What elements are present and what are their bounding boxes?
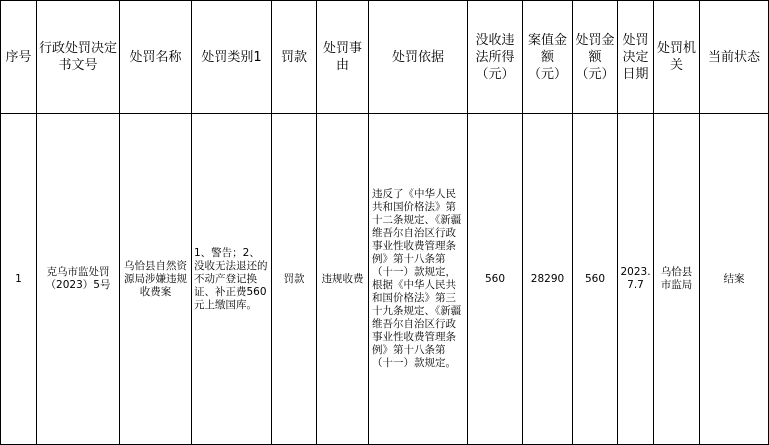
header-reason: 处罚事由 <box>317 1 369 114</box>
table-row <box>1 114 769 445</box>
cell-date: 2023.7.7 <box>618 114 654 445</box>
header-row <box>1 1 769 114</box>
cell-case-value: 28290 <box>523 114 573 445</box>
header-doc-no: 行政处罚决定书文号 <box>37 1 120 114</box>
header-authority: 处罚机关 <box>654 1 700 114</box>
cell-fine: 罚款 <box>272 114 317 445</box>
header-penalty-name: 处罚名称 <box>120 1 192 114</box>
header-confiscated: 没收违法所得（元） <box>468 1 523 114</box>
cell-penalty-name: 乌恰县自然资源局涉嫌违规收费案 <box>120 114 192 445</box>
cell-authority: 乌恰县市监局 <box>654 114 700 445</box>
header-status: 当前状态 <box>700 1 769 114</box>
cell-status: 结案 <box>700 114 769 445</box>
cell-confiscated: 560 <box>468 114 523 445</box>
cell-penalty-type: 1、警告；2、没收无法退还的不动产登记换证、补正费560元上缴国库。 <box>192 114 272 445</box>
header-case-value: 案值金额（元） <box>523 1 573 114</box>
cell-reason: 违规收费 <box>317 114 369 445</box>
cell-doc-no: 克乌市监处罚（2023）5号 <box>37 114 120 445</box>
header-penalty-amount: 处罚金额（元） <box>573 1 618 114</box>
header-date: 处罚决定日期 <box>618 1 654 114</box>
header-penalty-type: 处罚类别1 <box>192 1 272 114</box>
cell-basis: 违反了《中华人民共和国价格法》第十二条规定、《新疆维吾尔自治区行政事业性收费管理条例》第十八条第（十一）款规定，根据《中华人民共和国价格法》第三十九条规定、《新疆维吾尔自治区行政事业性收费管理条例》第十八条第（十一）款规定。 <box>369 114 468 445</box>
cell-penalty-amount: 560 <box>573 114 618 445</box>
cell-index: 1 <box>1 114 37 445</box>
header-index: 序号 <box>1 1 37 114</box>
header-basis: 处罚依据 <box>369 1 468 114</box>
header-fine: 罚款 <box>272 1 317 114</box>
